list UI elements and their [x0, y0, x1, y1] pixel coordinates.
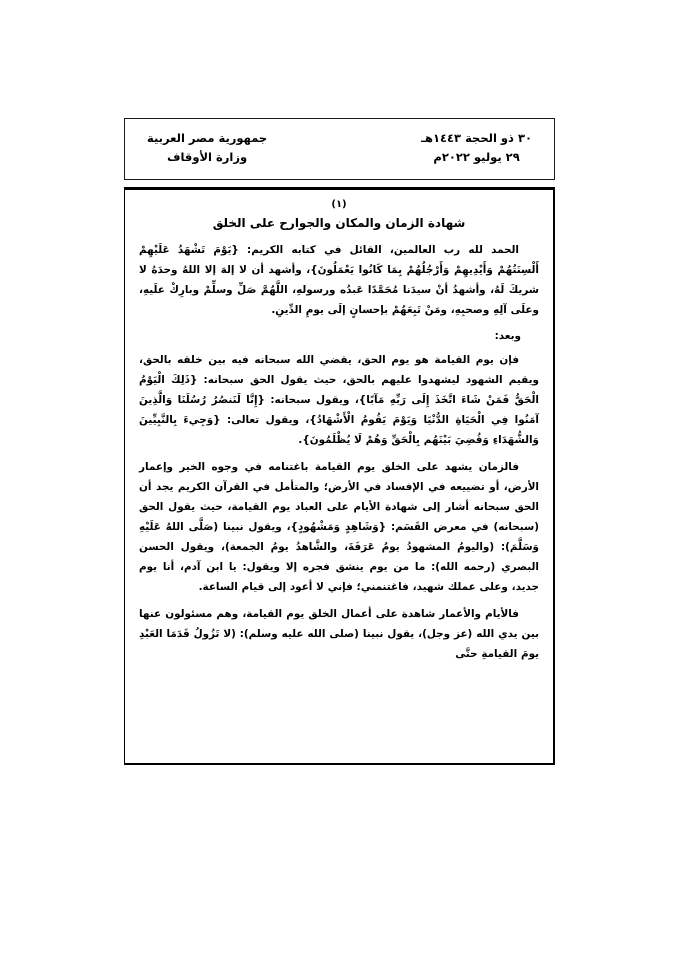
header-country-line: جمهورية مصر العربية: [147, 130, 268, 145]
document-header-box: [124, 118, 555, 180]
paragraph-opening-praise: الحمد لله رب العالمين، القائل في كتابه الكريم: {يَوْمَ تَشْهَدُ عَلَيْهِمْ أَلْسِنَتُهُمْ وَأَيْدِيهِمْ وَأَرْجُلُهُمْ بِمَا كَانُوا يَعْمَلُونَ}، وأشهد أن لا إلهَ إلا اللهُ وحدَهُ لا شريكَ لَهُ، وأشهدُ أنْ سيدَنا مُحَمَّدًا عَبدُه ورسولهِ، اللَّهُمَّ صَلِّ وسلِّمْ وبارِكْ علَيهِ، وعلَى آلِهِ وصحبِهِ، ومَنْ تَبِعَهُمْ بإحسانٍ إلَى يومِ الدِّينِ.: [139, 243, 539, 316]
salutation-wabaad: وبعد:: [494, 330, 521, 343]
page-number: (١): [331, 199, 347, 210]
header-left-column: [421, 132, 532, 164]
document-content-box: [124, 187, 555, 765]
header-hijri-date: ٣٠ ذو الحجة ١٤٤٣هـ: [421, 130, 532, 145]
page-title: شهادة الزمان والمكان والجوارح على الخلق: [212, 216, 466, 230]
paragraph-time-witness: فالزمان يشهد على الخلق يوم القيامة باغتنامه في وجوه الخير وإعمار الأرض، أو تضييعه في الإفساد في الأرض؛ والمتأمل في القرآن الكريم يجد أن الحق سبحانه أشار إلى شهادة الأيام على العباد يوم القيامة، حيث يقول الحق (سبحانه) في معرض القَسَم: {وَشَاهِدٍ وَمَشْهُودٍ}، ويقول نبينا (صَلَّى اللهُ عَلَيْهِ وَسَلَّمَ): (واليومُ المشهودُ يومُ عَرَفَةَ، والشَّاهدُ يومُ الجمعة)، ويقول الحسن البصري (رحمه الله): ما من يوم ينشق فجره إلا ويقول: يا ابن آدم، أنا يوم جديد، وعلى عملك شهيد، فاغتنمني؛ فإني لا أعود إلى قيام الساعة.: [139, 461, 539, 594]
header-right-column: [147, 132, 267, 164]
paragraph-days-and-lifespans: فالأيام والأعمار شاهدة على أعمال الخلق يوم القيامة، وهم مسئولون عنها بين يدي الله (عز وجل)، يقول نبينا (صلى الله عليه وسلم): (لا تَزُولُ قَدَمَا العَبْدِ يومَ القيامةِ حتَّى: [139, 608, 539, 660]
paragraph-day-of-judgement: فإن يوم القيامة هو يوم الحق، يقضي الله سبحانه فيه بين خلقه بالحق، ويقيم الشهود ليشهدوا عليهم بالحق، حيث يقول الحق سبحانه: {ذَلِكَ الْيَوْمُ الْحَقُّ فَمَنْ شَاءَ اتَّخَذَ إِلَى رَبِّهِ مَآبًا}، ويقول سبحانه: {إِنَّا لَنَنصُرُ رُسُلَنَا وَالَّذِينَ آمَنُوا فِي الْحَيَاةِ الدُّنْيَا وَيَوْمَ يَقُومُ الْأَشْهَادُ}، ويقول تعالى: {وَجِيءَ بِالنَّبِيِّينَ وَالشُّهَدَاءِ وَقُضِيَ بَيْنَهُم بِالْحَقِّ وَهُمْ لَا يُظْلَمُونَ}.: [139, 354, 539, 447]
header-ministry-line: وزارة الأوقاف: [167, 150, 248, 164]
header-gregorian-date: ٢٩ يوليو ٢٠٢٢م: [433, 150, 520, 164]
